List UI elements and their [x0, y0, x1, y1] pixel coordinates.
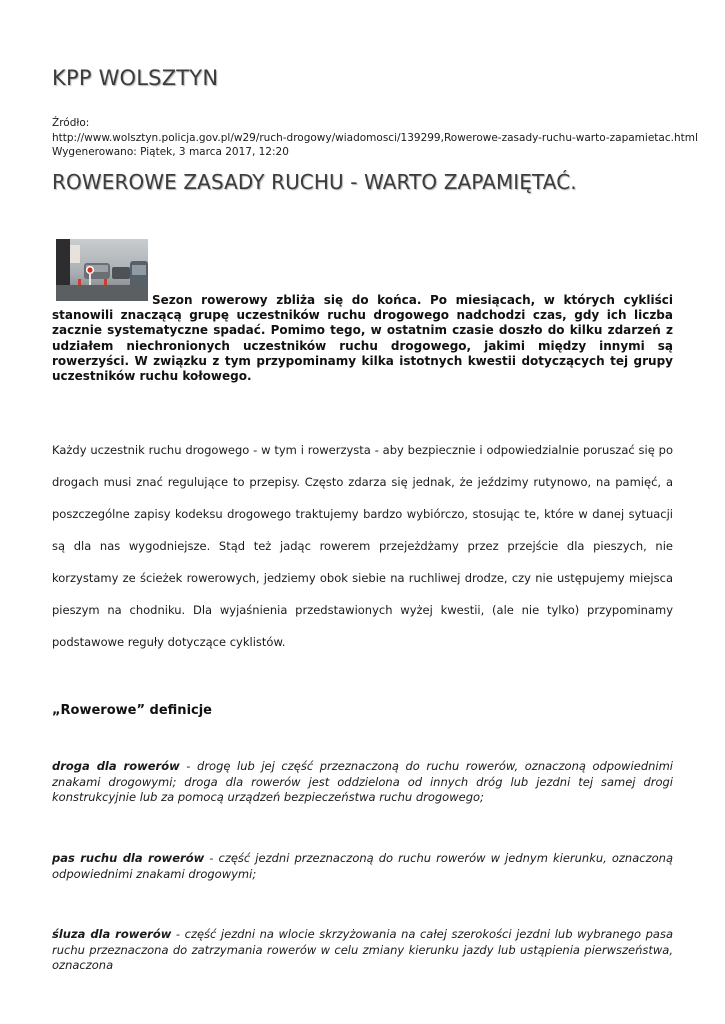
definition-term: pas ruchu dla rowerów — [52, 851, 205, 865]
section-heading: „Rowerowe” definicje — [52, 703, 212, 718]
article-body: Każdy uczestnik ruchu drogowego - w tym i rowerzysta - aby bezpiecznie i odpowiedzialnie poruszać się po drogach musi znać regulujące to przepisy. Często zdarza się jednak, że jeździmy rutynowo, na pamięć, a poszczególne zapisy kodeksu drogowego traktujemy bardzo wybiórczo, stosując te, które w danej sytuacji są dla nas wygodniejsze. Stąd też jadąc rowerem przejeżdżamy przez przejście dla pieszych, nie korzystamy ze ścieżek rowerowych, jedziemy obok siebie na ruchliwej drodze, czy nie ustępujemy miejsca pieszym na chodniku. Dla wyjaśnienia przedstawionych wyżej kwestii, (ale nie tylko) przypominamy podstawowe reguły dotyczące cyklistów. — [52, 443, 673, 649]
source-url[interactable]: http://www.wolsztyn.policja.gov.pl/w29/ruch-drogowy/wiadomosci/139299,Rowerowe-zasady-ruchu-warto-zapamietac.html — [52, 131, 698, 144]
definition-text: - część jezdni na wlocie skrzyżowania na całej szerokości jezdni lub wybranego pasa ruchu przeznaczona do zatrzymania rowerów w celu zmiany kierunku jazdy lub ustąpienia pierwszeństwa, oznaczona — [52, 927, 673, 972]
generated-date: Wygenerowano: Piątek, 3 marca 2017, 12:20 — [52, 146, 289, 158]
source-label: Źródło: — [52, 117, 90, 129]
article-photo — [56, 239, 148, 301]
lead-text: Sezon rowerowy zbliża się do końca. Po miesiącach, w których cykliści stanowili znaczącą grupę uczestników ruchu drogowego nadchodzi czas, gdy ich liczba zacznie systematyczne spadać. Pomimo tego, w ostatnim czasie doszło do kilku zdarzeń z udziałem niechronionych uczestników ruchu drogowego, jakimi między innymi są rowerzyści. W związku z tym przypominamy kilka istotnych kwestii dotyczących tej grupy uczestników ruchu kołowego. — [52, 293, 673, 384]
definition-text: - część jezdni przeznaczoną do ruchu rowerów w jednym kierunku, oznaczoną odpowiednimi znakami drogowymi; — [52, 851, 673, 881]
site-title: KPP WOLSZTYN — [52, 66, 219, 90]
definition-term: śluza dla rowerów — [52, 927, 172, 941]
definition-item — [52, 927, 673, 974]
definition-item — [52, 759, 673, 806]
definition-item — [52, 851, 673, 882]
source-meta — [52, 116, 698, 160]
definition-text: - drogę lub jej część przeznaczoną do ruchu rowerów, oznaczoną odpowiednimi znakami drogowymi; droga dla rowerów jest oddzielona od innych dróg lub jezdni tej samej drogi konstrukcyjnie lub za pomocą urządzeń bezpieczeństwa ruchu drogowego; — [52, 759, 673, 804]
article-title: ROWEROWE ZASADY RUCHU - WARTO ZAPAMIĘTAĆ. — [52, 170, 577, 194]
definition-term: droga dla rowerów — [52, 759, 180, 773]
article-lead — [52, 293, 673, 384]
